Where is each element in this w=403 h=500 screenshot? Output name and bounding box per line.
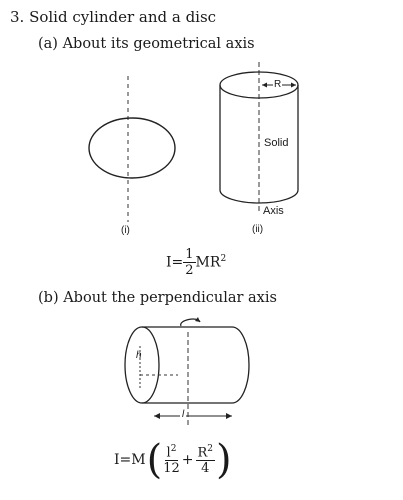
disc-figure (89, 76, 175, 222)
formula-a-numerator: 1 (185, 247, 194, 262)
formula-a-fraction (183, 248, 195, 277)
part-a-title: (a) About its geometrical axis (38, 36, 255, 52)
formula-b (114, 437, 232, 483)
h-label: h (136, 350, 142, 361)
formula-a-exponent: 2 (220, 253, 227, 264)
formula-b-m: M (131, 452, 146, 468)
formula-b-num2-exp: 2 (207, 443, 214, 454)
section-heading: 3. Solid cylinder and a disc (10, 8, 217, 26)
horizontal-cylinder-figure (125, 317, 249, 425)
formula-a-denominator: 2 (185, 263, 194, 278)
formula-b-num2 (196, 445, 216, 461)
formula-b-num1-base: l (166, 445, 171, 461)
formula-b-plus: + (181, 452, 194, 468)
formula-b-fraction-2 (196, 445, 216, 475)
length-arrowhead-right (226, 413, 232, 419)
l-label: l (182, 409, 185, 420)
axis-label: Axis (263, 205, 284, 217)
formula-b-eq: = (119, 452, 132, 468)
left-paren: ( (146, 437, 163, 483)
formula-b-den1: 12 (163, 461, 180, 477)
part-b-title: (b) About the perpendicular axis (38, 290, 277, 306)
horiz-cylinder-left-face (125, 327, 159, 403)
label-i: (i) (121, 225, 130, 236)
formula-b-fraction-1 (163, 445, 180, 475)
solid-label: Solid (264, 137, 289, 149)
horiz-cylinder-right-face (232, 327, 249, 403)
formula-a-eq: = (171, 254, 184, 271)
formula-b-lhs: I (114, 452, 120, 468)
radius-label: R (274, 79, 282, 90)
formula-a (166, 248, 226, 277)
length-arrowhead-left (154, 413, 160, 419)
formula-b-num1 (165, 445, 179, 461)
formula-a-lhs: I (166, 254, 172, 271)
label-ii: (ii) (252, 224, 264, 235)
formula-b-num1-exp: 2 (170, 443, 177, 454)
right-paren: ) (216, 437, 232, 483)
formula-a-rhs: MR (195, 254, 221, 271)
formula-b-num2-base: R (197, 445, 208, 461)
formula-b-den2: 4 (201, 461, 210, 477)
radius-arrowhead-left (262, 83, 267, 88)
disc-ellipse (89, 118, 175, 178)
radius-arrowhead-right (291, 83, 296, 88)
